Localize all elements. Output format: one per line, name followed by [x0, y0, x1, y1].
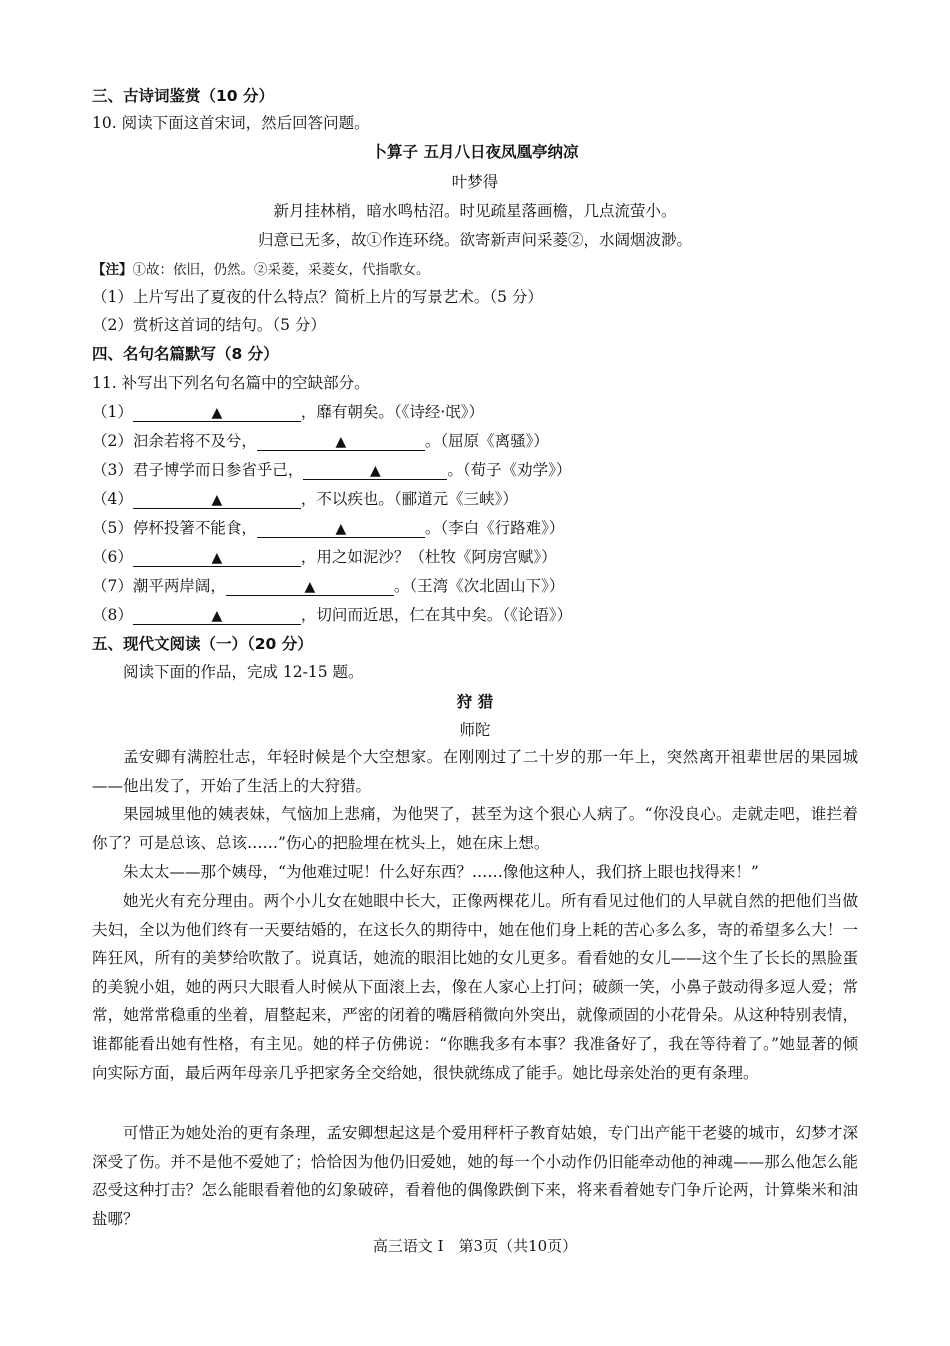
fill-item-4 — [92, 489, 518, 509]
fill-item-6 — [92, 547, 557, 567]
item-number: （1） — [92, 403, 133, 421]
reading-intro: 阅读下面的作品，完成 12-15 题。 — [123, 663, 364, 681]
item-text-after: ，靡有朝矣。（《诗经·氓》） — [300, 403, 485, 421]
sub-question-1: （1）上片写出了夏夜的什么特点？简析上片的写景艺术。（5 分） — [92, 288, 543, 306]
story-author: 师陀 — [459, 721, 491, 739]
item-text-after: 。（荀子《劝学》） — [447, 461, 572, 479]
answer-blank[interactable] — [133, 489, 301, 509]
triangle-marker-icon: ▲ — [304, 579, 316, 595]
page-footer: 高三语文 I 第3页（共10页） — [372, 1237, 578, 1255]
fill-item-1 — [92, 402, 484, 422]
item-number: （7） — [92, 577, 133, 595]
item-number: （2） — [92, 432, 133, 450]
triangle-marker-icon: ▲ — [211, 492, 223, 508]
question-10-prompt: 10. 阅读下面这首宋词，然后回答问题。 — [92, 114, 370, 132]
fill-item-8 — [92, 605, 572, 625]
answer-blank[interactable] — [226, 576, 394, 596]
note-label: 【注】 — [92, 262, 133, 278]
answer-blank[interactable] — [133, 547, 301, 567]
item-text-after: 。（李白《行路难》） — [424, 519, 565, 537]
story-paragraph-4: 她光火有充分理由。两个小儿女在她眼中长大，正像两棵花儿。所有看见过他们的人早就自然的把他们当做夫妇，全以为他们终有一天要结婚的，在这长久的期待中，她在他们身上耗的苦心多么多，寄的希望多么大！一阵狂风，所有的美梦给吹散了。说真话，她流的眼泪比她的女儿更多。看看她的女儿——这个生了长长的黑脸蛋的美貌小姐，她的两只大眼看人时候从下面滚上去，像在人家心上打问；破颜一笑，小鼻子鼓动得多逗人爱；常常，她常常稳重的坐着，眉整起来，严密的闭着的嘴唇稍微向外突出，就像顽固的小花骨朵。从这种特别表情，谁都能看出她有性格，有主见。她的样子仿佛说：“你瞧我多有本事？我准备好了，我在等待着了。”她显著的倾向实际方面，最后两年母亲几乎把家务全交给她，很快就练成了能手。她比母亲处治的更有条理。 — [92, 892, 858, 1082]
note-text: ①故：依旧，仍然。②采菱，采菱女，代指歌女。 — [132, 262, 430, 278]
triangle-marker-icon: ▲ — [335, 434, 347, 450]
answer-blank[interactable] — [257, 518, 425, 538]
triangle-marker-icon: ▲ — [211, 608, 223, 624]
poem-line-2: 归意已无多，故①作连环绕。欲寄新声问采菱②，水阔烟波渺。 — [257, 231, 692, 249]
story-paragraph-5: 可惜正为她处治的更有条理，孟安卿想起这是个爱用秤杆子教育姑娘，专门出产能干老婆的城市，幻梦才深深受了伤。并不是他不爱她了；恰恰因为他仍旧爱她，她的每一个小动作仍旧能牵动他的神魂——那么他怎么能忍受这种打击？怎么能眼看着他的幻象破碎，看着他的偶像跌倒下来，将来看着她专门争斤论两，计算柴米和油盐哪？ — [92, 1124, 858, 1228]
fill-item-3 — [92, 460, 571, 480]
item-text-after: ，不以疾也。（郦道元《三峡》） — [300, 490, 518, 508]
answer-blank[interactable] — [133, 402, 301, 422]
item-number: （6） — [92, 548, 133, 566]
item-number: （4） — [92, 490, 133, 508]
poem-note — [92, 260, 430, 280]
item-text-before: 汩余若将不及兮， — [132, 432, 257, 450]
poem-title: 卜算子 五月八日夜凤凰亭纳凉 — [371, 143, 579, 161]
item-text-before: 潮平两岸阔， — [132, 577, 226, 595]
fill-item-7 — [92, 576, 564, 596]
story-paragraph-2: 果园城里他的姨表妹，气恼加上悲痛，为他哭了，甚至为这个狠心人病了。“你没良心。走就走吧，谁拦着你了？可是总该、总该……”伤心的把脸埋在枕头上，她在床上想。 — [92, 805, 858, 852]
section-4-heading: 四、名句名篇默写（8 分） — [92, 345, 279, 363]
item-text-after: 。（屈原《离骚》） — [424, 432, 549, 450]
fill-item-5 — [92, 518, 564, 538]
item-text-after: ，用之如泥沙？（杜牧《阿房宫赋》） — [300, 548, 557, 566]
poem-line-1: 新月挂林梢，暗水鸣枯沼。时见疏星落画檐，几点流萤小。 — [273, 202, 677, 220]
item-text-before: 停杯投箸不能食， — [132, 519, 257, 537]
poem-author: 叶梦得 — [451, 173, 499, 191]
answer-blank[interactable] — [303, 460, 447, 480]
story-paragraph-3: 朱太太——那个姨母，“为他难过呢！什么好东西？……像他这种人，我们挤上眼也找得来！” — [123, 863, 759, 881]
item-text-before: 君子博学而日参省乎己， — [132, 461, 304, 479]
triangle-marker-icon: ▲ — [370, 463, 381, 479]
fill-item-2 — [92, 431, 549, 451]
answer-blank[interactable] — [133, 605, 301, 625]
item-number: （5） — [92, 519, 133, 537]
item-text-after: ，切问而近思，仁在其中矣。（《论语》） — [300, 606, 573, 624]
story-paragraph-1: 孟安卿有满腔壮志，年轻时候是个大空想家。在刚刚过了二十岁的那一年上，突然离开祖辈世居的果园城——他出发了，开始了生活上的大狩猎。 — [92, 748, 858, 795]
section-3-heading: 三、古诗词鉴赏（10 分） — [92, 87, 274, 105]
sub-question-2: （2）赏析这首词的结句。（5 分） — [92, 316, 326, 334]
item-number: （8） — [92, 606, 133, 624]
answer-blank[interactable] — [257, 431, 425, 451]
story-title: 狩 猎 — [456, 693, 494, 711]
triangle-marker-icon: ▲ — [211, 405, 223, 421]
question-11-prompt: 11. 补写出下列名句名篇中的空缺部分。 — [92, 374, 370, 392]
triangle-marker-icon: ▲ — [211, 550, 223, 566]
item-number: （3） — [92, 461, 133, 479]
section-5-heading: 五、现代文阅读（一）（20 分） — [92, 635, 313, 653]
item-text-after: 。（王湾《次北固山下》） — [393, 577, 565, 595]
triangle-marker-icon: ▲ — [335, 521, 347, 537]
